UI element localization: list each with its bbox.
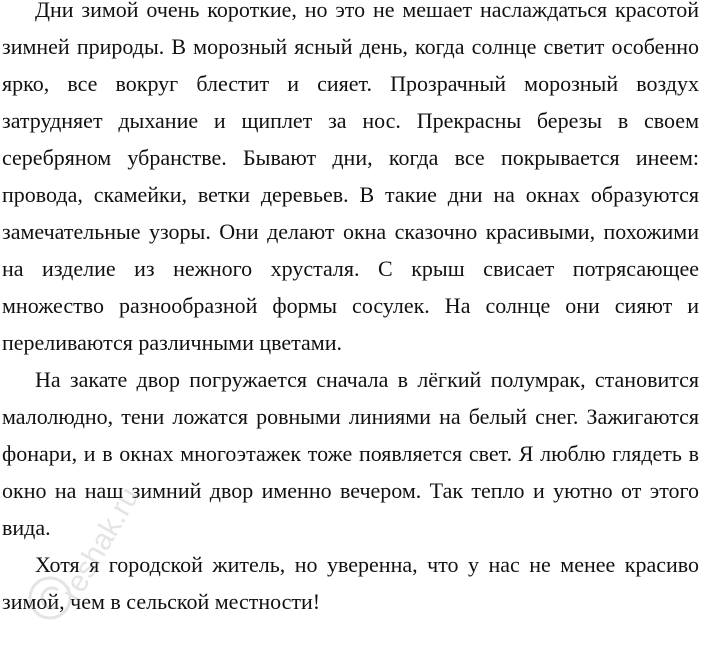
paragraph-2: На закате двор погружается сначала в лёгкий полумрак, становится малолюдно, тени ложатся ровными линиями на белый снег. Зажигаются фонари, и в окнах многоэтажек тоже появляется свет. Я люблю глядеть в окно на наш зимний двор именно вечером. Так тепло и уютно от этого вида.: [2, 367, 699, 540]
paragraph-1: Дни зимой очень короткие, но это не мешает наслаждаться красотой зимней природы. В морозный ясный день, когда солнце светит особенно ярко, все вокруг блестит и сияет. Прозрачный морозный воздух затрудняет дыхание и щиплет за нос. Прекрасны березы в своем серебряном убранстве. Бывают дни, когда все покрывается инеем: провода, скамейки, ветки деревьев. В такие дни на окнах образуются замечательные узоры. Они делают окна сказочно красивыми, похожими на изделие из нежного хрусталя. С крыш свисает потрясающее множество разнообразной формы сосулек. На солнце они сияют и переливаются различными цветами.: [2, 0, 699, 355]
paragraph-3: Хотя я городской житель, но уверенна, что у нас не менее красиво зимой, чем в сельской местности!: [2, 552, 699, 614]
watermark-text: reshak.ru: [54, 481, 147, 607]
